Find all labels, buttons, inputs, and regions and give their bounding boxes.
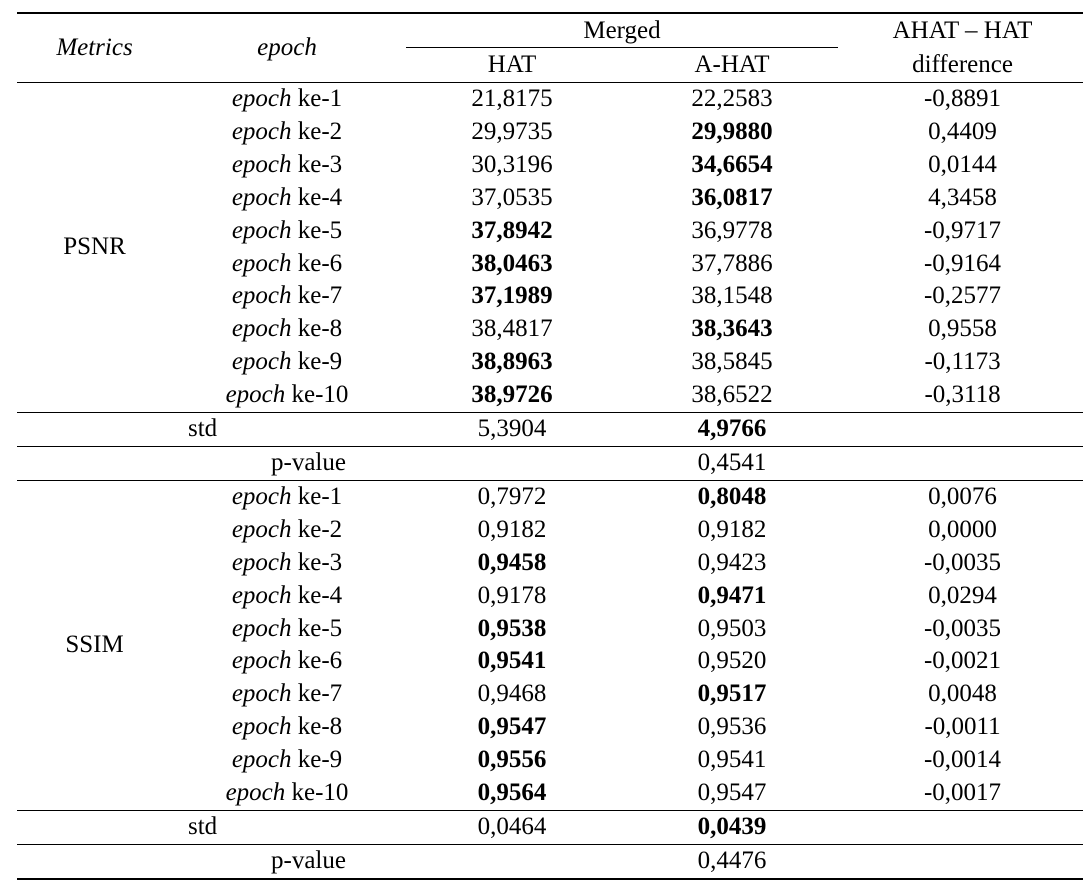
ssim-row	[17, 580, 1083, 613]
epoch-cell	[172, 480, 402, 513]
epoch-prefix: epoch	[225, 381, 286, 409]
epoch-number: ke-10	[291, 779, 349, 807]
diff-value: -0,8891	[842, 83, 1083, 116]
ahat-value: 0,9471	[697, 581, 767, 609]
hat-value: 37,0535	[471, 183, 553, 211]
epoch-prefix: epoch	[231, 183, 292, 211]
epoch-prefix: epoch	[231, 713, 292, 741]
epoch-cell	[172, 613, 402, 646]
ahat-value: 0,9423	[697, 548, 767, 576]
ahat-value: 36,0817	[691, 183, 773, 211]
header-merged-label: Merged	[583, 17, 661, 44]
hat-value: 0,9458	[477, 548, 547, 576]
epoch-cell	[172, 116, 402, 149]
epoch-cell	[172, 777, 402, 810]
ahat-value: 22,2583	[622, 83, 842, 116]
psnr-pvalue-hat	[402, 446, 622, 480]
diff-value: -0,3118	[924, 381, 1001, 409]
diff-value: -0,0035	[923, 548, 1002, 576]
epoch-number: ke-7	[297, 680, 343, 708]
hat-value: 38,0463	[471, 249, 553, 277]
epoch-number: ke-3	[297, 548, 343, 576]
epoch-prefix: epoch	[231, 282, 292, 310]
hat-value: 37,1989	[471, 282, 553, 310]
epoch-number: ke-1	[297, 482, 343, 510]
diff-value: -0,9717	[923, 216, 1002, 244]
diff-value: -0,0011	[924, 713, 1001, 741]
epoch-cell	[172, 580, 402, 613]
epoch-cell	[172, 313, 402, 346]
hat-value: 0,9182	[477, 515, 547, 543]
header-hat: HAT	[487, 51, 537, 78]
epoch-number: ke-6	[297, 249, 343, 277]
epoch-number: ke-9	[297, 348, 343, 376]
epoch-number: ke-4	[297, 183, 343, 211]
psnr-row	[17, 149, 1083, 182]
ahat-value: 0,9503	[697, 614, 767, 642]
epoch-cell	[172, 280, 402, 313]
psnr-std-row	[17, 413, 1083, 447]
epoch-prefix: epoch	[231, 680, 292, 708]
epoch-number: ke-7	[297, 282, 343, 310]
ssim-row	[17, 645, 1083, 678]
ssim-section	[17, 480, 1083, 878]
header-epoch: epoch	[172, 13, 402, 83]
epoch-number: ke-8	[297, 713, 343, 741]
ahat-value: 0,9517	[697, 680, 767, 708]
epoch-cell	[172, 547, 402, 580]
diff-value: 0,0000	[928, 515, 997, 543]
psnr-row	[17, 313, 1083, 346]
diff-value: -0,0014	[923, 746, 1002, 774]
diff-value: -0,0017	[923, 779, 1002, 807]
epoch-prefix: epoch	[231, 216, 292, 244]
hat-value: 0,9564	[477, 779, 547, 807]
psnr-std-diff	[842, 413, 1083, 447]
epoch-cell	[172, 678, 402, 711]
epoch-cell	[172, 514, 402, 547]
epoch-prefix: epoch	[231, 746, 292, 774]
psnr-pvalue-label: p-value	[17, 446, 402, 480]
merged-underline	[406, 47, 838, 48]
ssim-std-diff	[842, 810, 1083, 844]
diff-value: -0,2577	[923, 282, 1002, 310]
epoch-number: ke-5	[297, 216, 343, 244]
epoch-number: ke-9	[297, 746, 343, 774]
epoch-prefix: epoch	[225, 779, 286, 807]
ahat-value: 37,7886	[691, 249, 773, 277]
header-ahat: A-HAT	[694, 51, 770, 78]
epoch-cell	[172, 711, 402, 744]
epoch-prefix: epoch	[231, 581, 292, 609]
ssim-row	[17, 514, 1083, 547]
diff-value: 0,0294	[928, 581, 997, 609]
ssim-pvalue-row	[17, 844, 1083, 878]
ahat-value: 38,1548	[691, 282, 773, 310]
epoch-prefix: epoch	[231, 482, 292, 510]
ssim-row	[17, 547, 1083, 580]
psnr-row	[17, 182, 1083, 215]
epoch-cell	[172, 149, 402, 182]
hat-value: 30,3196	[471, 150, 553, 178]
diff-value: 0,0048	[928, 680, 997, 708]
ahat-value: 36,9778	[691, 216, 773, 244]
psnr-row	[17, 83, 1083, 116]
hat-value: 29,9735	[471, 117, 553, 145]
header-merged	[402, 13, 842, 48]
epoch-number: ke-2	[297, 515, 343, 543]
diff-value: -0,0035	[923, 614, 1002, 642]
hat-value: 38,9726	[471, 381, 553, 409]
diff-value: 0,0076	[842, 480, 1083, 513]
epoch-number: ke-5	[297, 614, 343, 642]
ahat-value: 0,9182	[697, 515, 767, 543]
epoch-cell	[172, 744, 402, 777]
ssim-row	[17, 480, 1083, 513]
hat-value: 38,8963	[471, 348, 553, 376]
epoch-number: ke-8	[297, 315, 343, 343]
psnr-row	[17, 280, 1083, 313]
epoch-number: ke-6	[297, 647, 343, 675]
ssim-pvalue-diff	[842, 844, 1083, 878]
psnr-row	[17, 346, 1083, 379]
ahat-value: 38,6522	[691, 381, 773, 409]
psnr-pvalue: 0,4541	[622, 446, 842, 480]
epoch-prefix: epoch	[231, 85, 292, 112]
hat-value: 37,8942	[471, 216, 553, 244]
header-diff-line1: AHAT – HAT	[842, 13, 1083, 48]
hat-value: 38,4817	[471, 315, 553, 343]
hat-value: 0,9468	[477, 680, 547, 708]
epoch-number: ke-10	[291, 381, 349, 409]
hat-value: 0,9556	[477, 746, 547, 774]
psnr-pvalue-row	[17, 446, 1083, 480]
results-table	[17, 12, 1083, 880]
epoch-prefix: epoch	[231, 117, 292, 145]
epoch-prefix: epoch	[231, 647, 292, 675]
epoch-cell	[172, 248, 402, 281]
psnr-std-label: std	[17, 413, 402, 447]
ahat-value: 0,9541	[697, 746, 767, 774]
epoch-prefix: epoch	[231, 315, 292, 343]
epoch-prefix: epoch	[231, 548, 292, 576]
diff-value: -0,1173	[924, 348, 1001, 376]
ssim-row	[17, 711, 1083, 744]
hat-value: 0,9541	[477, 647, 547, 675]
ssim-row	[17, 777, 1083, 810]
hat-value: 0,9538	[477, 614, 547, 642]
epoch-cell	[172, 83, 402, 116]
diff-value: 0,9558	[928, 315, 997, 343]
ssim-row	[17, 744, 1083, 777]
hat-value: 0,7972	[402, 480, 622, 513]
ssim-row	[17, 678, 1083, 711]
ssim-pvalue-label: p-value	[17, 844, 402, 878]
ahat-value: 0,8048	[622, 480, 842, 513]
ssim-std-label: std	[17, 810, 402, 844]
psnr-row	[17, 248, 1083, 281]
ahat-value: 38,3643	[691, 315, 773, 343]
psnr-row	[17, 215, 1083, 248]
ahat-value: 29,9880	[691, 117, 773, 145]
ahat-value: 34,6654	[691, 150, 773, 178]
diff-value: -0,0021	[923, 647, 1002, 675]
epoch-cell	[172, 346, 402, 379]
diff-value: 4,3458	[928, 183, 997, 211]
epoch-cell	[172, 215, 402, 248]
hat-value: 0,9178	[477, 581, 547, 609]
ssim-row	[17, 613, 1083, 646]
ahat-value: 38,5845	[691, 348, 773, 376]
epoch-prefix: epoch	[231, 249, 292, 277]
ssim-pvalue-hat	[402, 844, 622, 878]
psnr-std-ahat: 4,9766	[622, 413, 842, 447]
ssim-metric-label: SSIM	[17, 480, 172, 810]
psnr-row	[17, 116, 1083, 149]
ahat-value: 0,9547	[697, 779, 767, 807]
hat-value: 21,8175	[402, 83, 622, 116]
ssim-pvalue: 0,4476	[622, 844, 842, 878]
ahat-value: 0,9520	[697, 647, 767, 675]
psnr-pvalue-diff	[842, 446, 1083, 480]
psnr-metric-label: PSNR	[17, 83, 172, 413]
ssim-std-hat: 0,0464	[402, 810, 622, 844]
epoch-number: ke-2	[297, 117, 343, 145]
header-metrics: Metrics	[17, 13, 172, 83]
ahat-value: 0,9536	[697, 713, 767, 741]
epoch-cell	[172, 645, 402, 678]
epoch-number: ke-4	[297, 581, 343, 609]
epoch-cell	[172, 182, 402, 215]
header-diff-line2: difference	[912, 51, 1013, 78]
epoch-prefix: epoch	[231, 348, 292, 376]
hat-value: 0,9547	[477, 713, 547, 741]
epoch-cell	[172, 379, 402, 412]
psnr-row	[17, 379, 1083, 412]
epoch-prefix: epoch	[231, 515, 292, 543]
diff-value: 0,0144	[928, 150, 997, 178]
ssim-std-row	[17, 810, 1083, 844]
diff-value: 0,4409	[928, 117, 997, 145]
psnr-section	[17, 83, 1083, 481]
epoch-number: ke-1	[297, 85, 343, 112]
metrics-table	[17, 12, 1083, 880]
diff-value: -0,9164	[923, 249, 1002, 277]
epoch-number: ke-3	[297, 150, 343, 178]
psnr-std-hat: 5,3904	[402, 413, 622, 447]
epoch-prefix: epoch	[231, 150, 292, 178]
epoch-prefix: epoch	[231, 614, 292, 642]
ssim-std-ahat: 0,0439	[622, 810, 842, 844]
